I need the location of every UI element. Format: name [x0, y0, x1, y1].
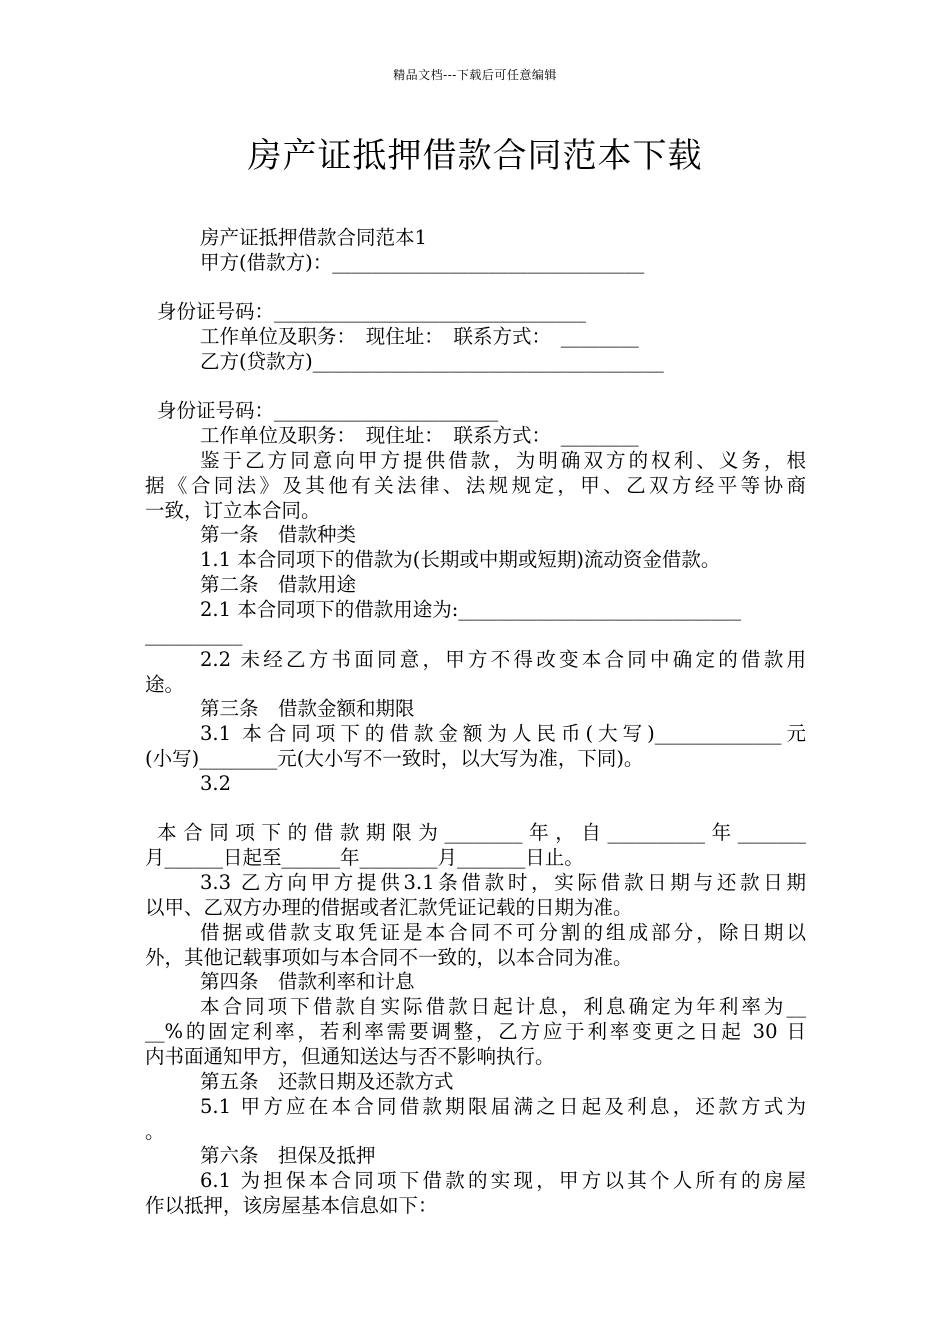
clause-line: 内书面通知甲方，但通知送达与否不影响执行。: [145, 1045, 555, 1068]
clause-line: __________: [145, 623, 243, 646]
article-heading: 第三条 借款金额和期限: [200, 697, 415, 720]
clause-line: 外，其他记载事项如与本合同不一致的，以本合同为准。: [145, 946, 633, 969]
clause-line: 5.1 甲方应在本合同借款期限届满之日起及利息，还款方式为: [200, 1095, 806, 1118]
party-b-work-line: 工作单位及职务： 现住址： 联系方式： ________: [200, 424, 639, 447]
party-b-line: 乙方(贷款方)____________________________________: [200, 350, 664, 373]
preamble-line: 据《合同法》及其他有关法律、法规规定，甲、乙双方经平等协商: [145, 474, 806, 497]
contract-subtitle: 房产证抵押借款合同范本1: [200, 226, 427, 249]
document-title: 房产证抵押借款合同范本下载: [247, 136, 703, 176]
clause-line: 3.1 本合同项下的借款金额为人民币(大写)_____________元: [200, 722, 806, 745]
article-heading: 第四条 借款利率和计息: [200, 970, 415, 993]
preamble-line: 鉴于乙方同意向甲方提供借款，为明确双方的权利、义务，根: [200, 449, 806, 472]
clause-line: 月______日起至______年________月_______日止。: [145, 846, 584, 869]
clause-line: 。: [145, 1120, 165, 1143]
clause-line: 2.1 本合同项下的借款用途为:_____________________________: [200, 598, 742, 621]
clause-line: 6.1 为担保本合同项下借款的实现，甲方以其个人所有的房屋: [200, 1169, 806, 1192]
party-b-id-line: 身份证号码：_______________________: [157, 399, 499, 422]
clause-line: 途。: [145, 673, 185, 696]
party-a-work-line: 工作单位及职务： 现住址： 联系方式： ________: [200, 325, 639, 348]
clause-line: 本合同项下借款自实际借款日起计息，利息确定为年利率为__: [200, 995, 806, 1018]
clause-line: 借据或借款支取凭证是本合同不可分割的组成部分，除日期以: [200, 921, 806, 944]
clause-line: 作以抵押，该房屋基本信息如下：: [145, 1194, 438, 1217]
clause-line: 1.1 本合同项下的借款为(长期或中期或短期)流动资金借款。: [200, 548, 721, 571]
party-a-id-line: 身份证号码：________________________________: [157, 300, 587, 323]
article-heading: 第六条 担保及抵押: [200, 1144, 376, 1167]
clause-line: 3.3 乙方向甲方提供3.1条借款时，实际借款日期与还款日期: [200, 871, 806, 894]
clause-line: (小写)________元(大小写不一致时，以大写为准，下同)。: [145, 747, 644, 770]
clause-line: 2.2 未经乙方书面同意，甲方不得改变本合同中确定的借款用: [200, 648, 806, 671]
clause-line: 以甲、乙双方办理的借据或者汇款凭证记载的日期为准。: [145, 896, 633, 919]
article-heading: 第二条 借款用途: [200, 573, 357, 596]
preamble-line: 一致，订立本合同。: [145, 499, 321, 522]
header-note: 精品文档---下载后可任意编辑: [393, 68, 557, 82]
article-heading: 第一条 借款种类: [200, 523, 357, 546]
party-a-line: 甲方(借款方)：________________________________: [200, 251, 645, 274]
clause-line: __%的固定利率，若利率需要调整，乙方应于利率变更之日起 30 日: [145, 1020, 806, 1043]
article-heading: 第五条 还款日期及还款方式: [200, 1070, 454, 1093]
clause-line: 本合同项下的借款期限为________年，自__________年_______: [157, 821, 806, 844]
clause-line: 3.2: [200, 772, 232, 795]
